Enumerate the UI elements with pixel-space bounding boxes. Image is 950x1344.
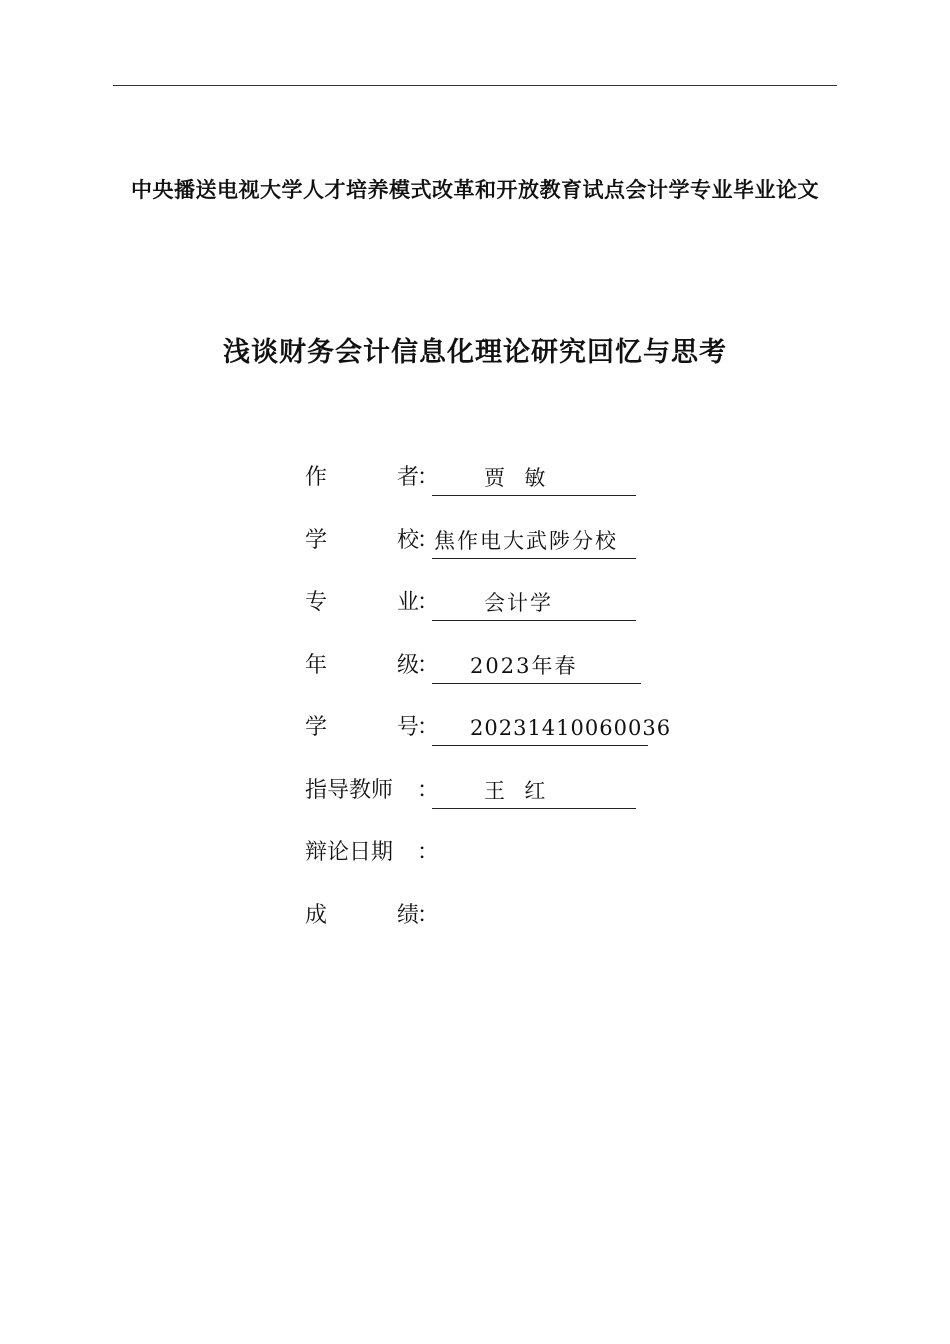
author-value: 贾 敏 <box>432 460 636 496</box>
grade-colon: ： <box>417 652 440 678</box>
defense-date-value <box>432 835 636 871</box>
info-row-major <box>305 583 648 646</box>
advisor-value: 王 红 <box>432 773 636 809</box>
author-colon: ： <box>417 465 440 490</box>
defense-date-label: 辩论日期 <box>305 840 394 865</box>
advisor-label: 指导教师 <box>305 777 394 803</box>
school-value: 焦作电大武陟分校 <box>432 523 636 559</box>
major-value: 会计学 <box>432 585 636 621</box>
info-row-grade <box>305 646 648 709</box>
school-label: 学 校 <box>305 527 419 553</box>
thesis-title: 浅谈财务会计信息化理论研究回忆与思考 <box>223 337 727 368</box>
info-row-author <box>305 458 648 521</box>
institution-heading: 中央播送电视大学人才培养模式改革和开放教育试点会计学专业毕业论文 <box>131 178 819 202</box>
cover-info-block <box>305 458 672 958</box>
score-value <box>432 898 636 934</box>
score-colon: ： <box>417 902 440 928</box>
advisor-colon: ： <box>417 777 440 803</box>
info-row-advisor <box>305 771 648 834</box>
info-row-defense-date <box>305 833 648 896</box>
author-label: 作 者 <box>305 465 419 490</box>
defense-date-colon: ： <box>417 840 440 865</box>
student-id-label: 学 号 <box>305 715 419 740</box>
header-rule <box>113 85 837 86</box>
student-id-value: 20231410060036 <box>432 710 648 746</box>
student-id-colon: ： <box>417 715 440 740</box>
major-label: 专 业 <box>305 590 419 615</box>
info-row-student-id <box>305 708 672 771</box>
major-colon: ： <box>417 590 440 615</box>
info-row-score <box>305 896 648 959</box>
grade-label: 年 级 <box>305 652 419 678</box>
score-label: 成 绩 <box>305 902 419 928</box>
grade-value: 2023年春 <box>432 648 641 684</box>
school-colon: ： <box>417 527 440 553</box>
info-row-school <box>305 521 648 584</box>
